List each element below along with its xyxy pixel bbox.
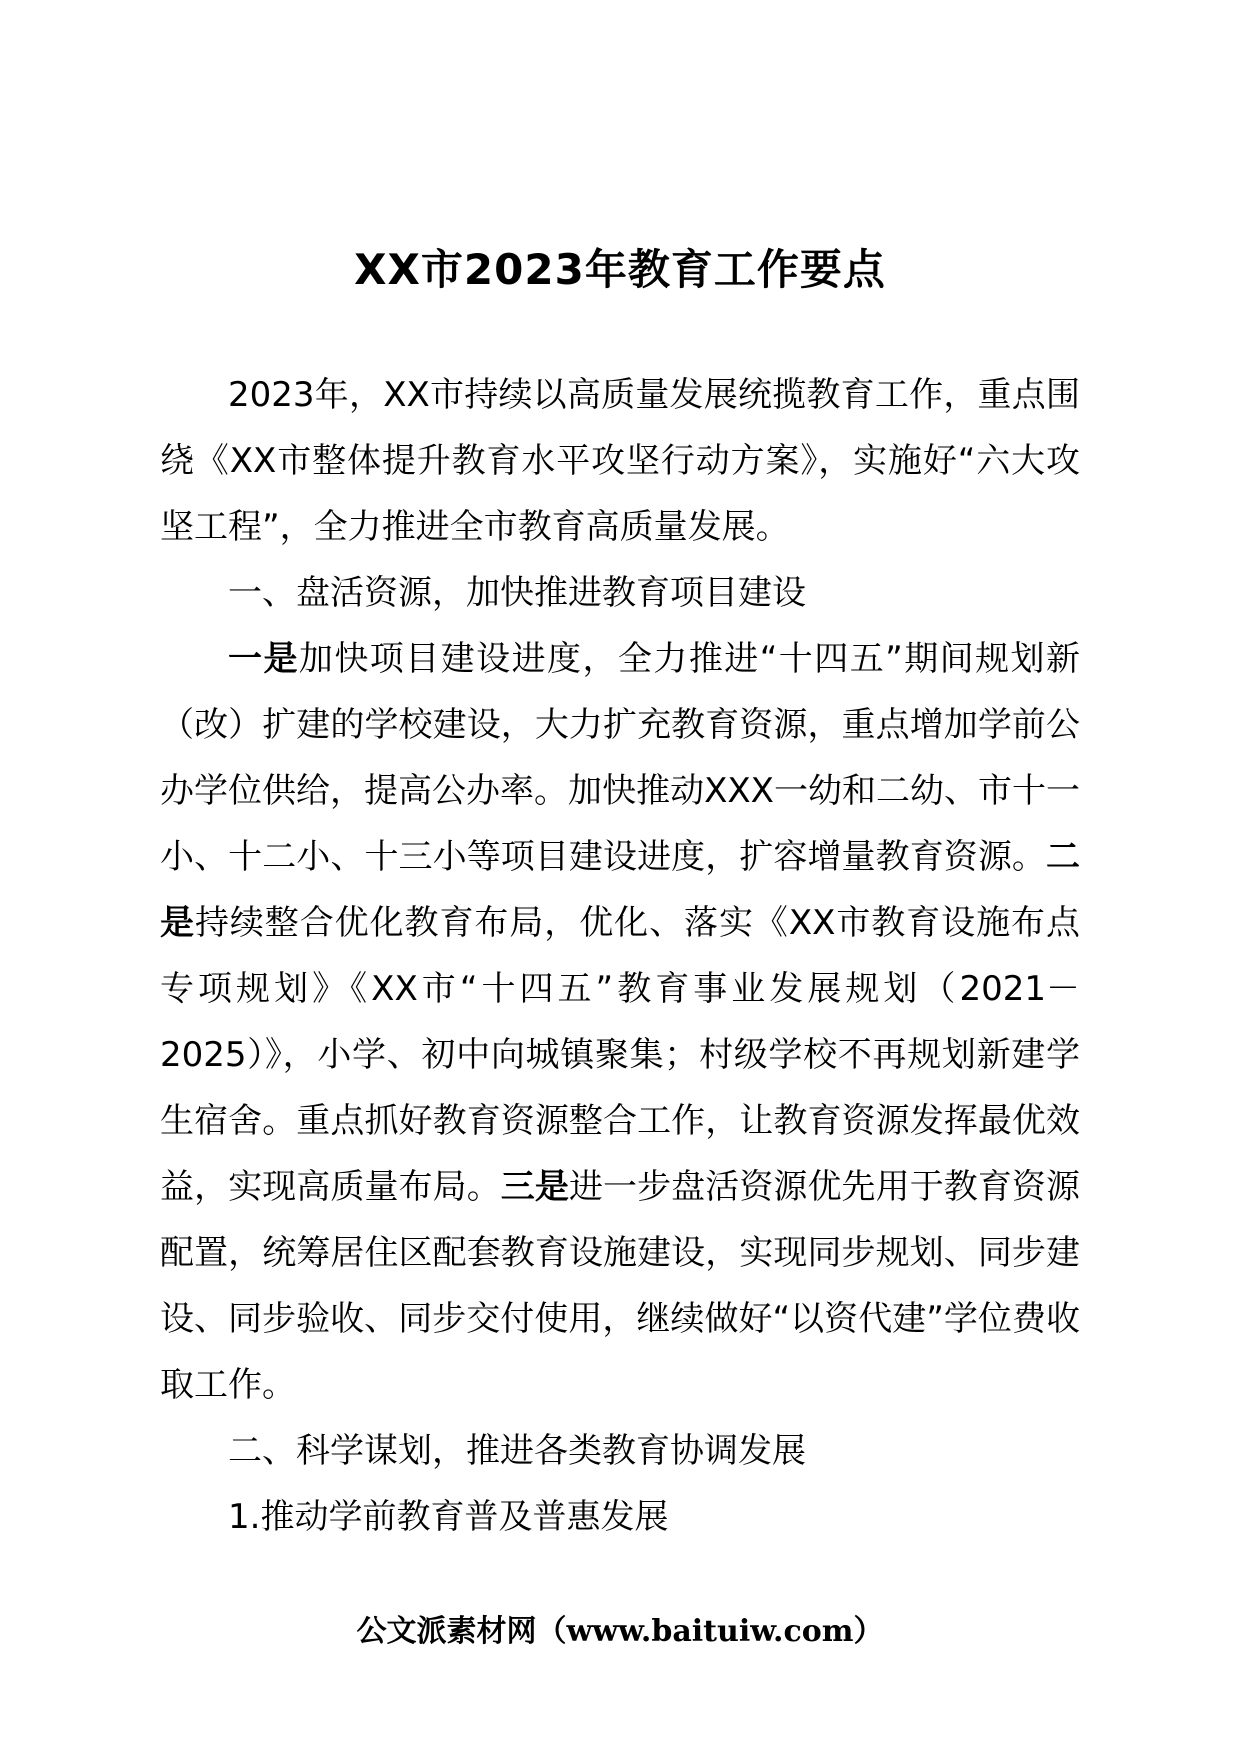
subsection-heading-1: 1.推动学前教育普及普惠发展 <box>228 1497 669 1537</box>
point-1-lead: 一是 <box>228 639 299 679</box>
point-2-text: 持续整合优化教育布局，优化、落实《XX市教育设施布点专项规划》《XX市“十四五”教育事业发展规划（2021－2025）》，小学、初中向城镇聚集；村级学校不再规划新建学生宿舍。重点抓好教育资源整合工作，让教育资源发挥最优效益，实现高质量布局。 <box>160 903 1080 1207</box>
intro-paragraph: 2023年，XX市持续以高质量发展统揽教育工作，重点围绕《XX市整体提升教育水平攻坚行动方案》，实施好“六大攻坚工程”，全力推进全市教育高质量发展。 <box>160 375 1080 547</box>
section-heading-2: 二、科学谋划，推进各类教育协调发展 <box>228 1431 806 1471</box>
point-2-lead: 二是 <box>160 837 1080 943</box>
document-body <box>160 362 1080 1550</box>
footer-watermark: 公文派素材网（www.baituiw.com） <box>356 1614 884 1649</box>
section-heading-1: 一、盘活资源，加快推进教育项目建设 <box>228 573 806 613</box>
point-3-text: 进一步盘活资源优先用于教育资源配置，统筹居住区配套教育设施建设，实现同步规划、同步建设、同步验收、同步交付使用，继续做好“以资代建”学位费收取工作。 <box>160 1167 1081 1405</box>
section-1-paragraph <box>160 626 1080 1418</box>
point-1-text: 加快项目建设进度，全力推进“十四五”期间规划新（改）扩建的学校建设，大力扩充教育资源，重点增加学前公办学位供给，提高公办率。加快推动XXX一幼和二幼、市十一小、十二小、十三小等项目建设进度，扩容增量教育资源。 <box>160 639 1081 877</box>
document-title: XX市2023年教育工作要点 <box>354 245 886 294</box>
point-3-lead: 三是 <box>500 1167 569 1207</box>
